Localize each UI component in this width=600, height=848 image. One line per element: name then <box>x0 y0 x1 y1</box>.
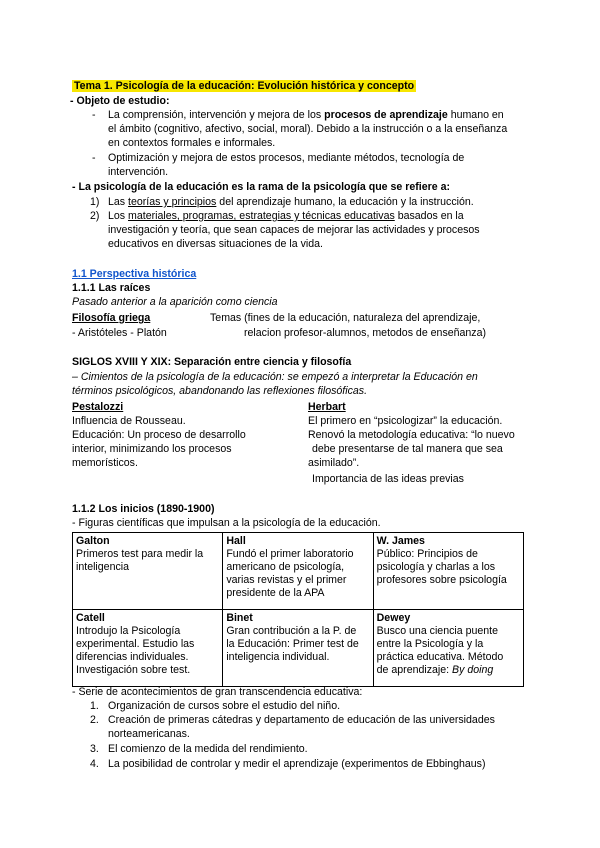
table-row <box>73 610 524 687</box>
herbart-line: debe presentarse de tal manera que sea <box>312 443 503 455</box>
serie-num: 4. <box>90 758 99 770</box>
objeto-item-2: Optimización y mejora de estos procesos, mediante métodos, tecnología de <box>108 152 465 164</box>
cell-name: Hall <box>226 535 246 547</box>
cell-line: práctica educativa. Método <box>376 651 504 663</box>
pestalozzi-name: Pestalozzi <box>72 401 124 413</box>
herbart-line: Renovó la metodología educativa: “lo nuevo <box>308 429 515 441</box>
rama-item-2-line3: educativos en diversas situaciones de la vida. <box>108 238 323 250</box>
serie-heading: - Serie de acontecimientos de gran transcendencia educativa: <box>72 686 363 698</box>
figuras-table <box>72 532 524 687</box>
cell-line: americano de psicología, <box>226 561 345 573</box>
cell-name: Binet <box>226 612 253 624</box>
cell-line: Busco una ciencia puente <box>376 625 498 637</box>
serie-item: Creación de primeras cátedras y departamento de educación de las universidades <box>108 714 495 726</box>
cell-name: Catell <box>76 612 105 624</box>
cell-line: inteligencia individual. <box>226 651 330 663</box>
herbart-line: Importancia de las ideas previas <box>312 473 464 485</box>
cell-line: entre la Psicología y la <box>376 638 484 650</box>
document-title: Tema 1. Psicología de la educación: Evolución histórica y concepto <box>74 80 415 92</box>
cell-line: diferencias individuales. <box>76 651 189 663</box>
serie-item-line2: norteamericanas. <box>108 728 190 740</box>
table-cell <box>223 610 373 687</box>
filosofia-temas: Temas (fines de la educación, naturaleza del aprendizaje, <box>210 312 481 324</box>
cell-line: Investigación sobre test. <box>76 664 191 676</box>
serie-num: 3. <box>90 743 99 755</box>
cell-line: inteligencia <box>76 561 130 573</box>
table-cell <box>223 533 373 610</box>
cell-line: profesores sobre psicología <box>376 574 507 586</box>
perspectiva-heading-link[interactable]: 1.1 Perspectiva histórica <box>72 268 197 280</box>
table-cell <box>373 533 523 610</box>
cell-line: la Educación: Primer test de <box>226 638 359 650</box>
pestalozzi-line: interior, minimizando los procesos <box>72 443 232 455</box>
filosofia-label: Filosofía griega <box>72 312 151 324</box>
table-row <box>73 533 524 610</box>
bullet-dash: - <box>92 109 96 121</box>
herbart-line: El primero en “psicologizar” la educación. <box>308 415 503 427</box>
table-cell <box>73 533 223 610</box>
cell-name: W. James <box>376 535 425 547</box>
rama-heading: - La psicología de la educación es la rama de la psicología que se refiere a: <box>72 181 450 193</box>
cell-name: Galton <box>76 535 110 547</box>
rama-item-1: Las teorías y principios del aprendizaje humano, la educación y la instrucción. <box>108 196 474 208</box>
serie-item: La posibilidad de controlar y medir el aprendizaje (experimentos de Ebbinghaus) <box>108 758 486 770</box>
herbart-name: Herbart <box>308 401 346 413</box>
cell-line: experimental. Estudio las <box>76 638 195 650</box>
cell-line: Público: Principios de <box>376 548 478 560</box>
objeto-item-1-line2: el ámbito (cognitivo, afectivo, social, moral). Debido a la instrucción o a la enseñanza <box>108 123 508 135</box>
cell-line: psicología y charlas a los <box>376 561 496 573</box>
serie-num: 1. <box>90 700 99 712</box>
rama-item-2-line2: investigación y teoría, que sean capaces de mejorar las actividades y procesos <box>108 224 480 236</box>
cell-line: Fundó el primer laboratorio <box>226 548 354 560</box>
filosofia-autores: - Aristóteles - Platón <box>72 327 167 339</box>
serie-num: 2. <box>90 714 99 726</box>
cell-line: Primeros test para medir la <box>76 548 204 560</box>
raices-subtitle: Pasado anterior a la aparición como ciencia <box>72 296 278 308</box>
cell-line: de aprendizaje: By doing <box>376 664 494 676</box>
rama-item-2-num: 2) <box>90 210 100 222</box>
inicios-subtitle: - Figuras científicas que impulsan a la psicología de la educación. <box>72 517 381 529</box>
pestalozzi-line: Educación: Un proceso de desarrollo <box>72 429 246 441</box>
siglos-sub-line2: términos psicológicos, abandonando las reflexiones filosóficas. <box>72 385 368 397</box>
cell-line: varias revistas y el primer <box>226 574 347 586</box>
serie-item: El comienzo de la medida del rendimiento. <box>108 743 308 755</box>
table-cell <box>73 610 223 687</box>
table-cell <box>373 610 523 687</box>
pestalozzi-line: Influencia de Rousseau. <box>72 415 186 427</box>
siglos-heading: SIGLOS XVIII Y XIX: Separación entre ciencia y filosofía <box>72 356 352 368</box>
rama-item-2: Los materiales, programas, estrategias y técnicas educativas basados en la <box>108 210 464 222</box>
inicios-heading: 1.1.2 Los inicios (1890-1900) <box>72 503 215 515</box>
rama-item-1-num: 1) <box>90 196 100 208</box>
siglos-sub-line1: – Cimientos de la psicología de la educación: se empezó a interpretar la Educación en <box>72 371 478 383</box>
objeto-item-1: La comprensión, intervención y mejora de los procesos de aprendizaje humano en <box>108 109 504 121</box>
serie-item: Organización de cursos sobre el estudio del niño. <box>108 700 341 712</box>
cell-line: Introdujo la Psicología <box>76 625 181 637</box>
cell-name: Dewey <box>376 612 411 624</box>
objeto-item-2-line2: intervención. <box>108 166 169 178</box>
filosofia-temas-2: relacion profesor-alumnos, metodos de enseñanza) <box>244 327 487 339</box>
cell-line: Gran contribución a la P. de <box>226 625 357 637</box>
raices-heading: 1.1.1 Las raíces <box>72 282 151 294</box>
objeto-heading: - Objeto de estudio: <box>70 95 170 107</box>
cell-line: presidente de la APA <box>226 587 325 599</box>
objeto-item-1-line3: en contextos formales e informales. <box>108 137 276 149</box>
herbart-line: asimilado”. <box>308 457 360 469</box>
bullet-dash: - <box>92 152 96 164</box>
pestalozzi-line: memorísticos. <box>72 457 138 469</box>
